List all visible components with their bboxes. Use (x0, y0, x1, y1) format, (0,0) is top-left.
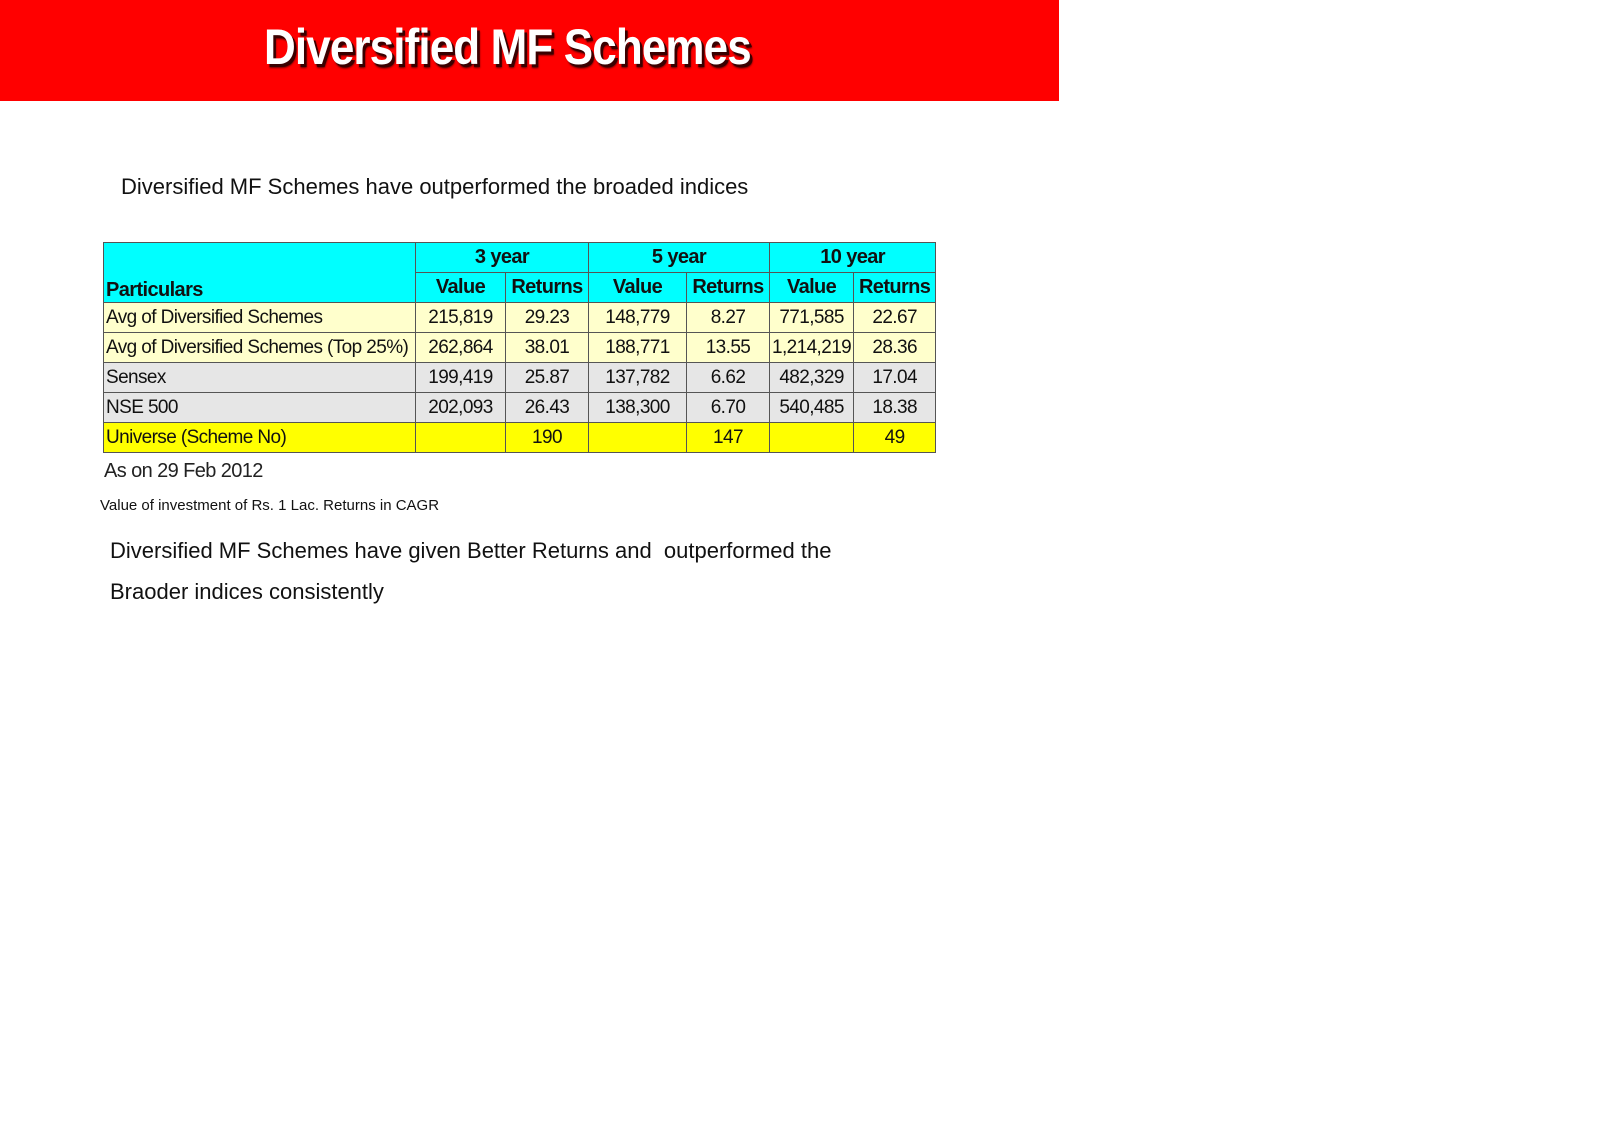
table-cell: 202,093 (416, 393, 506, 423)
column-header-value: Value (589, 273, 687, 303)
table-header-periods (104, 243, 936, 273)
column-header-5-year: 5 year (589, 243, 770, 273)
table-cell (770, 423, 854, 453)
table-cell: 138,300 (589, 393, 687, 423)
table-cell: 6.70 (687, 393, 770, 423)
table-cell: 8.27 (687, 303, 770, 333)
table-cell: 188,771 (589, 333, 687, 363)
conclusion-text (110, 530, 910, 612)
title-banner (0, 0, 1059, 101)
conclusion-line-2: Braoder indices consistently (110, 579, 384, 604)
table-cell: 215,819 (416, 303, 506, 333)
column-header-particulars: Particulars (104, 243, 416, 303)
row-label: Avg of Diversified Schemes (Top 25%) (104, 333, 416, 363)
column-header-returns: Returns (506, 273, 589, 303)
table-cell: 540,485 (770, 393, 854, 423)
table-row (104, 423, 936, 453)
table-cell: 22.67 (854, 303, 936, 333)
table-cell: 147 (687, 423, 770, 453)
column-header-returns: Returns (687, 273, 770, 303)
row-label: Universe (Scheme No) (104, 423, 416, 453)
table-cell: 38.01 (506, 333, 589, 363)
table-cell: 199,419 (416, 363, 506, 393)
performance-table (103, 242, 936, 453)
page-title: Diversified MF Schemes (264, 19, 751, 75)
row-label: Avg of Diversified Schemes (104, 303, 416, 333)
conclusion-line-1: Diversified MF Schemes have given Better Returns and outperformed the (110, 538, 832, 563)
column-header-value: Value (770, 273, 854, 303)
table-row (104, 393, 936, 423)
table-cell: 190 (506, 423, 589, 453)
table-cell: 6.62 (687, 363, 770, 393)
table-cell: 137,782 (589, 363, 687, 393)
table-cell: 13.55 (687, 333, 770, 363)
table-cell: 25.87 (506, 363, 589, 393)
table-cell: 1,214,219 (770, 333, 854, 363)
table-cell: 29.23 (506, 303, 589, 333)
table-row (104, 303, 936, 333)
table-cell: 18.38 (854, 393, 936, 423)
table-cell: 17.04 (854, 363, 936, 393)
as-of-date: As on 29 Feb 2012 (104, 460, 263, 482)
table-footnote: Value of investment of Rs. 1 Lac. Returns in CAGR (100, 497, 440, 514)
table-row (104, 333, 936, 363)
table-cell: 148,779 (589, 303, 687, 333)
table-cell: 771,585 (770, 303, 854, 333)
table-cell: 262,864 (416, 333, 506, 363)
intro-text: Diversified MF Schemes have outperformed the broaded indices (121, 174, 749, 199)
table-cell (416, 423, 506, 453)
column-header-3-year: 3 year (416, 243, 589, 273)
table-row (104, 363, 936, 393)
row-label: NSE 500 (104, 393, 416, 423)
table-cell: 49 (854, 423, 936, 453)
table-cell: 482,329 (770, 363, 854, 393)
column-header-value: Value (416, 273, 506, 303)
row-label: Sensex (104, 363, 416, 393)
table-cell: 26.43 (506, 393, 589, 423)
column-header-returns: Returns (854, 273, 936, 303)
column-header-10-year: 10 year (770, 243, 936, 273)
table-cell (589, 423, 687, 453)
table-cell: 28.36 (854, 333, 936, 363)
